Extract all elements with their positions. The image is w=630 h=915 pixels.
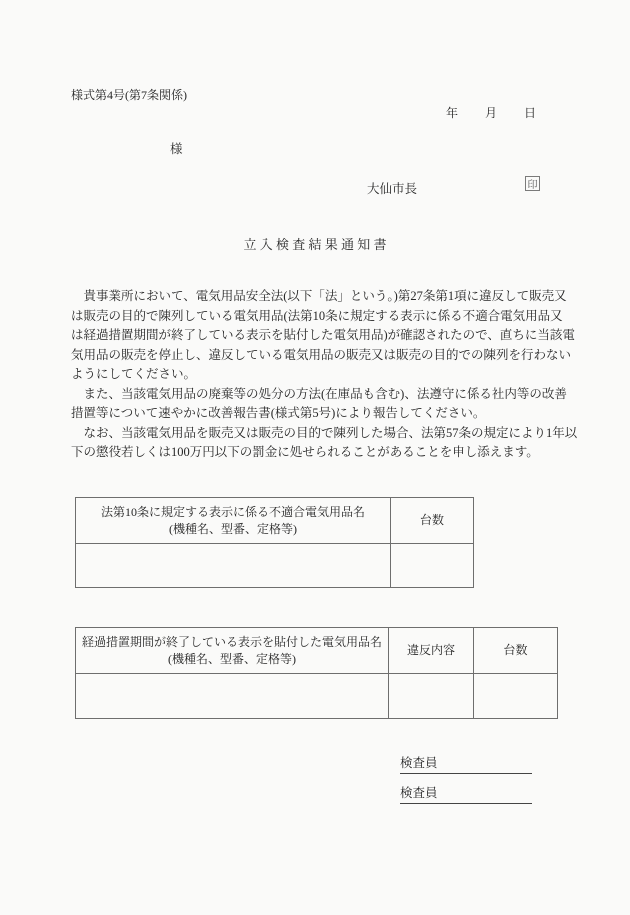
table2-product-cell — [76, 674, 389, 719]
table-row — [76, 674, 558, 719]
body-line: は経過措置期間が終了している表示を貼付した電気用品)が確認されたので、直ちに当該電 — [71, 328, 575, 342]
expired-label-products-table — [75, 627, 558, 719]
table-row — [76, 544, 474, 588]
year-label: 年 — [446, 106, 459, 120]
body-text — [71, 287, 577, 463]
document-title: 立 入 検 査 結 果 通 知 書 — [243, 237, 387, 252]
table2-product-header-line1: 経過措置期間が終了している表示を貼付した電気用品名 — [81, 634, 382, 649]
body-line: は販売の目的で陳列している電気用品(法第10条に規定する表示に係る不適合電気用品又 — [71, 308, 563, 323]
inspector-signature-line — [400, 783, 532, 804]
table1-product-header-line1: 法第10条に規定する表示に係る不適合電気用品名 — [100, 504, 365, 519]
table2-violation-header: 違反内容 — [389, 628, 474, 674]
inspector-label: 検査員 — [400, 786, 438, 800]
table2-count-header: 台数 — [474, 628, 558, 674]
sender-name: 大仙市長 — [367, 182, 418, 196]
body-line: ようにしてください。 — [71, 367, 197, 381]
table1-product-cell — [76, 544, 391, 588]
body-line: また、当該電気用品の廃棄等の処分の方法(在庫品も含む)、法遵守に係る社内等の改善 — [71, 386, 567, 401]
month-label: 月 — [485, 106, 498, 120]
table1-count-cell — [391, 544, 474, 588]
body-line: なお、当該電気用品を販売又は販売の目的で陳列した場合、法第57条の規定により1年以 — [71, 425, 578, 440]
seal-mark-icon — [525, 176, 540, 191]
inspector-signature-block — [400, 753, 532, 813]
form-number: 様式第4号(第7条関係) — [71, 88, 187, 102]
body-line: 気用品の販売を停止し、違反している電気用品の販売又は販売の目的での陳列を行わない — [71, 347, 572, 362]
body-line: 下の懲役若しくは100万円以下の罰金に処せられることがあることを申し添えます。 — [71, 445, 539, 459]
table2-product-header-line2: (機種名、型番、定格等) — [168, 651, 296, 666]
date-line — [446, 104, 536, 121]
inspector-signature-line — [400, 753, 532, 774]
body-line: 貴事業所において、電気用品安全法(以下「法」という。)第27条第1項に違反して販売又 — [71, 289, 567, 303]
inspector-label: 検査員 — [400, 756, 438, 770]
table1-count-header: 台数 — [391, 498, 474, 544]
noncompliant-products-table — [75, 497, 474, 588]
table2-product-header — [76, 628, 389, 674]
addressee-suffix: 様 — [170, 142, 183, 156]
table2-violation-cell — [389, 674, 474, 719]
table2-count-cell — [474, 674, 558, 719]
table1-product-header — [76, 498, 391, 544]
day-label: 日 — [524, 106, 537, 120]
body-line: 措置等について速やかに改善報告書(様式第5号)により報告してください。 — [71, 406, 486, 420]
seal-label: 印 — [527, 180, 538, 191]
table1-product-header-line2: (機種名、型番、定格等) — [169, 521, 297, 536]
